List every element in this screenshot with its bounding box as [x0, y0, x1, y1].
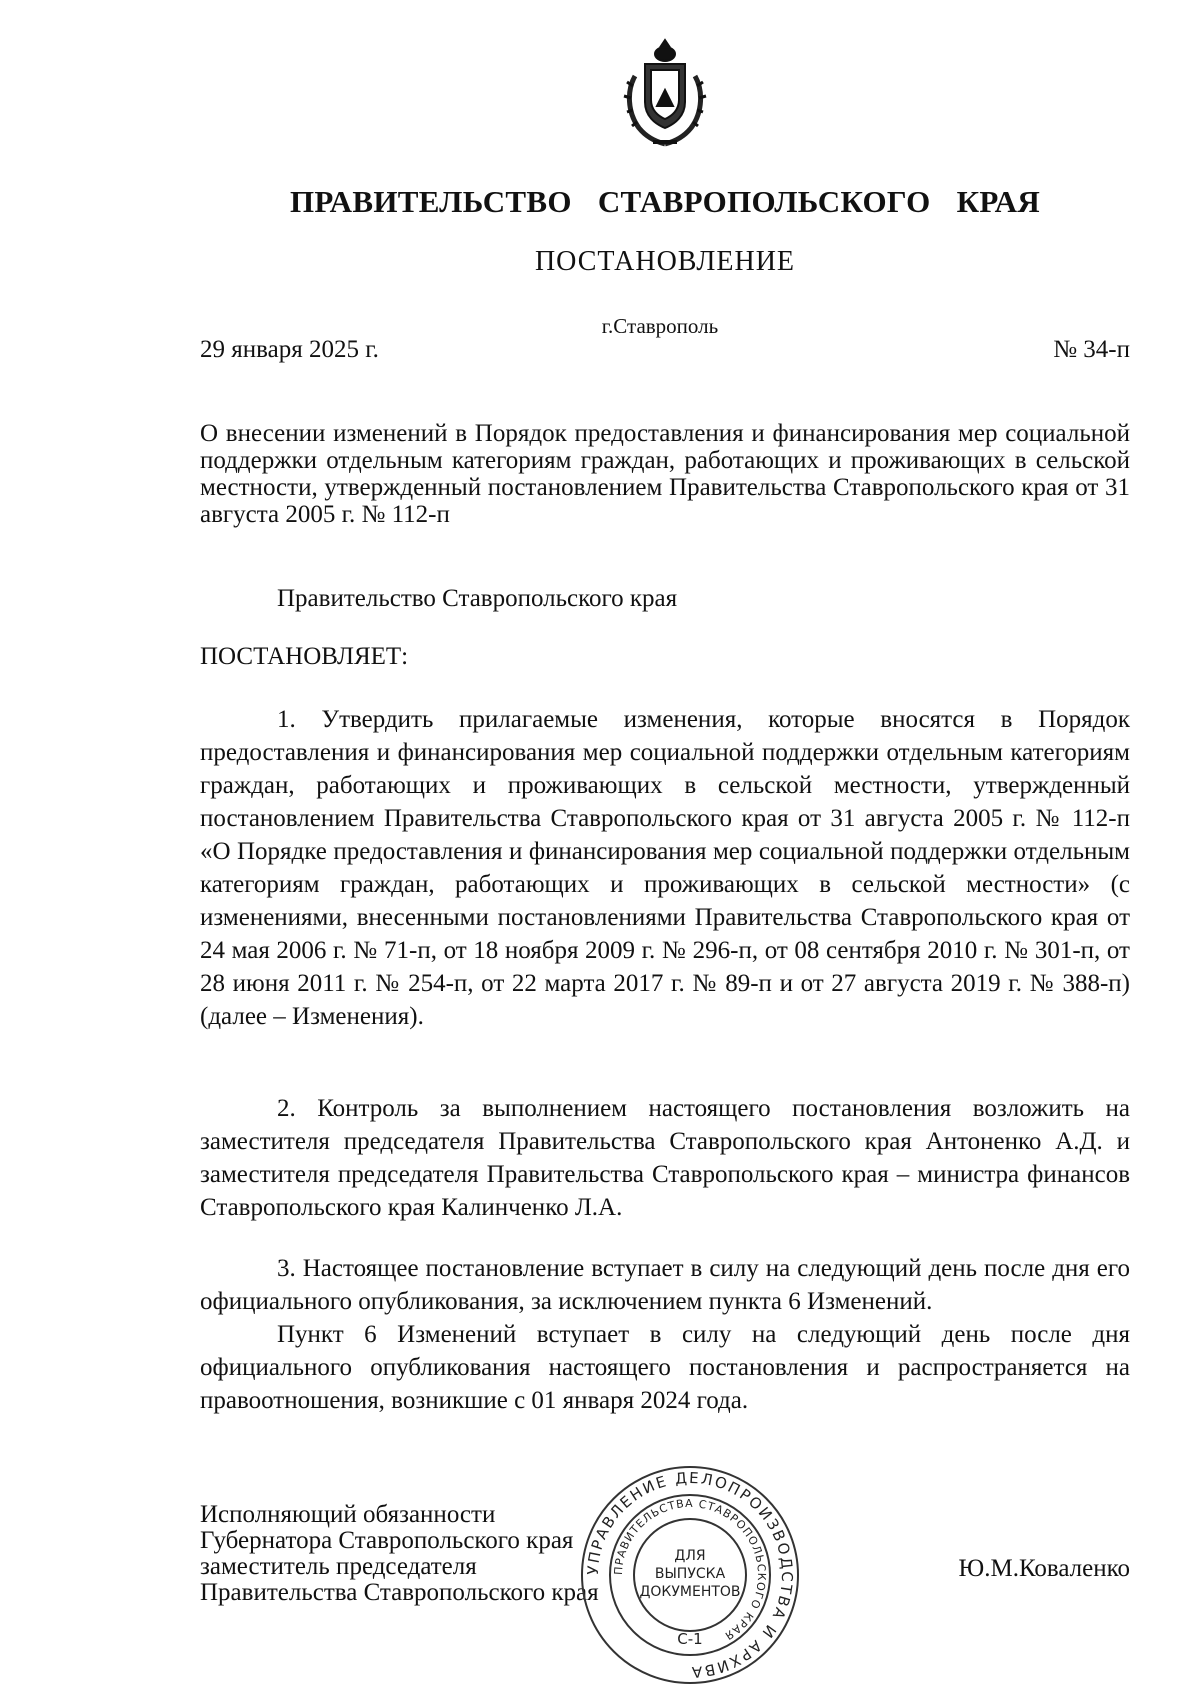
stamp-inner-text: ПРАВИТЕЛЬСТВА СТАВРОПОЛЬСКОГО КРАЯ [611, 1496, 769, 1643]
organization-title: ПРАВИТЕЛЬСТВО СТАВРОПОЛЬСКОГО КРАЯ [289, 184, 1041, 219]
signature-line: заместитель председателя [200, 1553, 477, 1580]
stamp-center-line: ДОКУМЕНТОВ [639, 1584, 741, 1600]
document-number: № 34-п [1053, 336, 1130, 363]
official-stamp [575, 1460, 805, 1690]
signature-line: Губернатора Ставропольского края [200, 1527, 574, 1554]
document-date: 29 января 2025 г. [200, 336, 379, 363]
document-city: г.Ставрополь [601, 314, 719, 338]
stamp-code: С-1 [677, 1630, 703, 1648]
signature-block [200, 1502, 599, 1606]
paragraph-4: Пункт 6 Изменений вступает в силу на следующий день после дня официального опубликования настоящего постановления и распространяется на правоотношения, возникшие с 01 января 2024 года. [200, 1321, 1130, 1414]
coat-of-arms-icon [615, 36, 715, 156]
paragraph-1: 1. Утвердить прилагаемые изменения, которые вносятся в Порядок предоставления и финансирования мер социальной поддержки отдельным категориям граждан, работающих и проживающих в сельской местности, утвержденный постановлением Правительства Ставропольского края от 31 августа 2005 г. № 112-п «О Порядке предоставления и финансирования мер социальной поддержки отдельным категориям граждан, работающих и проживающих в сельской местности» (с изменениями, внесенными постановлениями Правительства Ставропольского края от 24 мая 2006 г. № 71-п, от 18 ноября 2009 г. № 296-п, от 08 сентября 2010 г. № 301-п, от 28 июня 2011 г. № 254-п, от 22 марта 2017 г. № 89-п и от 27 августа 2019 г. № 388-п) (далее – Изменения). [200, 706, 1130, 1030]
paragraph-3-block [200, 1252, 1130, 1417]
stamp-center-line: ДЛЯ [674, 1548, 706, 1564]
signature-line: Исполняющий обязанности [200, 1501, 496, 1528]
document-type: ПОСТАНОВЛЕНИЕ [534, 246, 796, 277]
document-subject: О внесении изменений в Порядок предоставления и финансирования мер социальной поддержки отдельным категориям граждан, работающих и проживающих в сельской местности, утвержденный постановлением Правительства Ставропольского края от 31 августа 2005 г. № 112-п [200, 420, 1130, 528]
signer-name: Ю.М.Коваленко [958, 1555, 1130, 1582]
stamp-outer-text: УПРАВЛЕНИЕ ДЕЛОПРОИЗВОДСТВА И АРХИВА [583, 1468, 797, 1682]
paragraph-3: 3. Настоящее постановление вступает в силу на следующий день после дня его официального опубликования, за исключением пункта 6 Изменений. [200, 1255, 1130, 1315]
paragraph-2: 2. Контроль за выполнением настоящего постановления возложить на заместителя председателя Правительства Ставропольского края Антоненко А.Д. и заместителя председателя Правительства Ставропольского края – министра финансов Ставропольского края Калинченко Л.А. [200, 1095, 1130, 1221]
paragraph-2-block [200, 1092, 1130, 1224]
signature-line: Правительства Ставропольского края [200, 1579, 599, 1606]
preamble-government: Правительство Ставропольского края [277, 585, 678, 612]
preamble-decrees: ПОСТАНОВЛЯЕТ: [200, 643, 409, 670]
stamp-center-line: ВЫПУСКА [654, 1566, 726, 1582]
paragraph-1-block [200, 703, 1130, 1033]
